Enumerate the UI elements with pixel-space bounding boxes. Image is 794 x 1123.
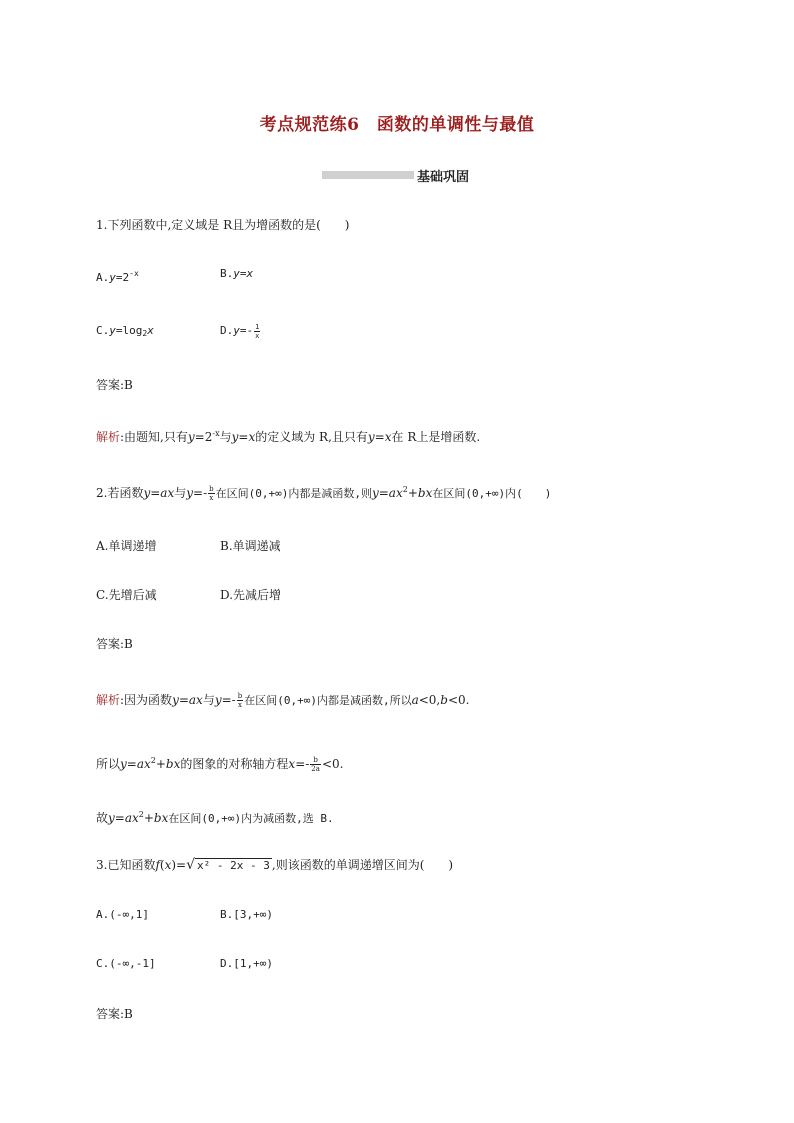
section-divider-bar: [322, 171, 414, 179]
q3-option-a: A.(-∞,1]: [96, 908, 149, 921]
fraction: $\frac{b}{2a}$: [311, 756, 320, 773]
q2-option-c: C.先增后减: [96, 588, 157, 602]
q3-option-c: C.(-∞,-1]: [96, 957, 156, 970]
fraction: $\frac{b}{x}$: [237, 692, 243, 709]
fraction: $\frac{b}{x}$: [209, 485, 214, 502]
q1-option-c: $C.y=\log_2x$: [96, 324, 154, 338]
q3-option-d: D.[1,+∞): [220, 957, 273, 970]
question-2-stem: 2.若函数y=ax与y=- $\frac{b}{x}$ 在区间(0,+∞)内都是减函数,则$y=ax^2+bx$在区间(0,+∞)内( ): [96, 485, 552, 502]
q3-option-b: B.[3,+∞): [220, 908, 273, 921]
q1-answer: 答案:B: [96, 378, 133, 392]
q2-analysis-line-2: 所以$y=ax^2+bx$的图象的对称轴方程x=- $\frac{b}{2a}$ <0.: [96, 756, 344, 773]
question-1-stem: 1.下列函数中,定义域是 R且为增函数的是( ): [96, 218, 350, 232]
square-root: √ x² - 2x - 3: [186, 857, 270, 873]
section-heading: 基础巩固: [417, 170, 470, 185]
q2-analysis-line-1: 解析:因为函数y=ax与y=- $\frac{b}{x}$ 在区间(0,+∞)内都是减函数,所以a<0,b<0.: [96, 692, 470, 709]
page-title: 考点规范练6 函数的单调性与最值: [259, 115, 535, 135]
q1-option-b: B.y=x: [220, 267, 254, 280]
q3-answer: 答案:B: [96, 1007, 133, 1021]
q1-option-d: D.y=- $\frac{1}{x}$: [220, 322, 260, 340]
question-3-stem: 3.已知函数f(x)=√ x² - 2x - 3 ,则该函数的单调递增区间为( ): [96, 857, 454, 873]
q1-analysis: 解析:由题知,只有$y=2^{-x}$与y=x的定义域为 R,且只有y=x在 R上是增函数.: [96, 429, 481, 444]
q2-analysis-line-3: 故$y=ax^2+bx$在区间(0,+∞)内为减函数,选 B.: [96, 810, 334, 825]
q2-option-d: D.先减后增: [220, 588, 282, 602]
fraction: $\frac{1}{x}$: [255, 322, 260, 340]
q2-option-a: A.单调递增: [96, 539, 157, 553]
q1-option-a: $A.y=2^{-x}$: [96, 269, 139, 284]
q2-option-b: B.单调递减: [220, 539, 281, 553]
q2-answer: 答案:B: [96, 637, 133, 651]
